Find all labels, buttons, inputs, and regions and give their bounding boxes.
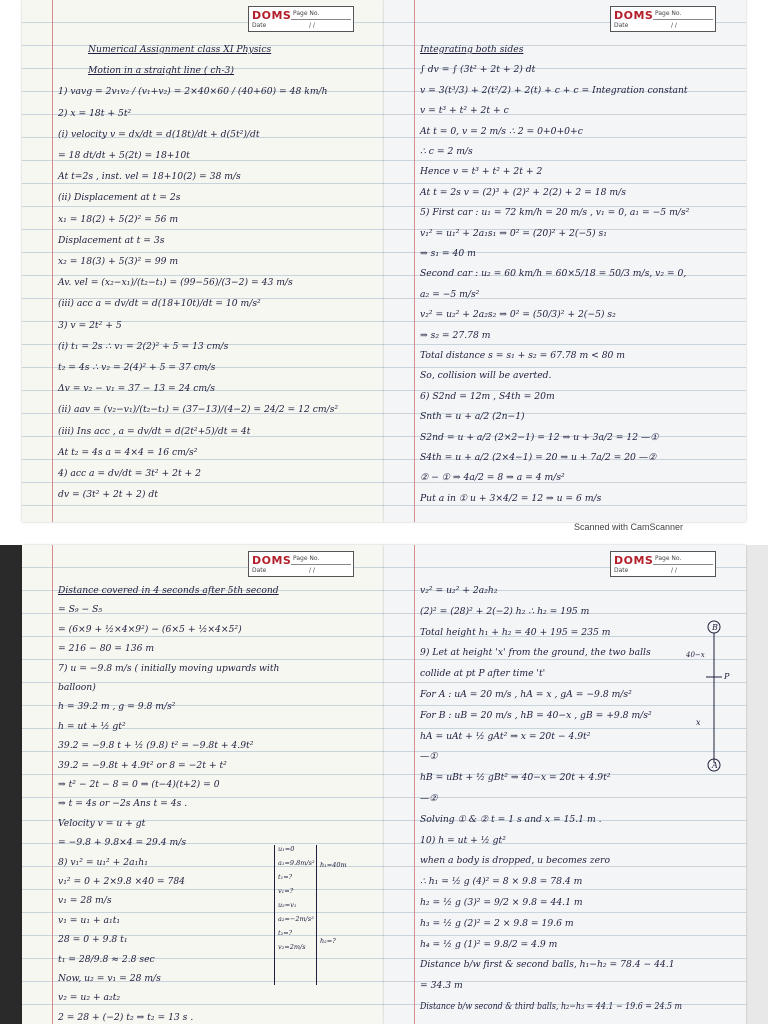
page1-line: (ii) aav = (v₂−v₁)/(t₂−t₁) = (37−13)/(4−2) = 24/2 = 12 cm/s² — [58, 404, 339, 416]
lower-segment-label: x — [696, 718, 701, 727]
page3-line: h = 39.2 m , g = 9.8 m/s² — [58, 701, 176, 713]
page2-line: a₂ = −5 m/s² — [420, 288, 480, 300]
page4-line: 9) Let at height 'x' from the ground, the two balls — [420, 647, 651, 659]
side-table-cell: a₁=9.8m/s² — [278, 859, 315, 867]
scan-edge-right — [746, 545, 768, 1024]
page3-line: 39.2 = −9.8t + 4.9t² or 8 = −2t + t² — [58, 759, 227, 771]
side-table-cell: h₂=? — [320, 937, 336, 945]
side-table-cell: v₁=? — [278, 887, 294, 895]
page2-line: Total distance s = s₁ + s₂ = 67.78 m < 80 m — [420, 350, 626, 361]
doms-logo: DOMS — [614, 554, 654, 567]
page3-line: v₁² = 0 + 2×9.8 ×40 = 784 — [58, 876, 186, 887]
page2-line: v = t³ + t² + 2t + c — [420, 105, 509, 117]
page4-line: h₄ = ½ g (1)² = 9.8/2 = 4.9 m — [420, 938, 558, 950]
page3-line: = S₉ − S₅ — [58, 604, 103, 616]
page2-line: ⇒ s₂ = 27.78 m — [420, 329, 491, 341]
side-table-cell: u₁=0 — [278, 845, 295, 853]
ball-b-label: B — [712, 623, 718, 632]
page4-line: —② — [420, 793, 438, 804]
scan-edge-left — [0, 545, 22, 1024]
side-table-cell: t₂=? — [278, 929, 293, 937]
page4-line: —① — [420, 751, 438, 763]
page1-line: Av. vel = (x₂−x₁)/(t₂−t₁) = (99−56)/(3−2) = 43 m/s — [58, 277, 293, 289]
doms-logo: DOMS — [252, 554, 292, 567]
page2-line: ∴ c = 2 m/s — [420, 146, 473, 157]
page3-line: = 216 − 80 = 136 m — [58, 643, 155, 655]
page1-line: x₂ = 18(3) + 5(3)² = 99 m — [58, 256, 179, 267]
page1-line: (i) velocity v = dx/dt = d(18t)/dt + d(5t²)/dt — [58, 128, 260, 140]
page3-line: v₁ = 28 m/s — [58, 895, 112, 907]
page1-line: Displacement at t = 3s — [58, 234, 165, 246]
side-table-cell: h₁=40m — [320, 861, 347, 869]
page2-line: Integrating both sides — [420, 44, 524, 55]
page-no-label: Page No. — [655, 555, 682, 562]
page1-line: (ii) Displacement at t = 2s — [58, 192, 181, 204]
upper-segment-label: 40−x — [686, 651, 705, 659]
side-table-cell: v₂=2m/s — [278, 943, 306, 951]
page3-line: 7) u = −9.8 m/s ( initially moving upwards with — [58, 662, 280, 674]
page4-line: Distance b/w first & second balls, h₁−h₂ = 78.4 − 44.1 — [420, 959, 675, 971]
page2-line: At t = 2s v = (2)³ + (2)² + 2(2) + 2 = 18 m/s — [420, 186, 626, 198]
page3-line: = (6×9 + ½×4×9²) − (6×5 + ½×4×5²) — [58, 623, 242, 635]
page2-line: S4th = u + a/2 (2×4−1) = 20 ⇒ u + 7a/2 = 20 —② — [420, 452, 657, 463]
page1-line: (iii) acc a = dv/dt = d(18+10t)/dt = 10 m/s² — [58, 298, 261, 310]
page1-line: 4) acc a = dv/dt = 3t² + 2t + 2 — [58, 468, 202, 479]
page1-line: 1) vavg = 2v₁v₂ / (v₁+v₂) = 2×40×60 / (40+60) = 48 km/h — [58, 86, 328, 98]
page2-line: v = 3(t³/3) + 2(t²/2) + 2(t) + c + c = Integration constant — [420, 84, 688, 96]
page3-line: 39.2 = −9.8 t + ½ (9.8) t² = −9.8t + 4.9t² — [58, 740, 254, 752]
page1-line: Motion in a straight line ( ch-3) — [88, 65, 234, 77]
page2-line: Second car : u₂ = 60 km/h = 60×5/18 = 50/3 m/s, v₂ = 0, — [420, 268, 687, 280]
page1-line: 2) x = 18t + 5t² — [58, 107, 132, 119]
collision-diagram — [684, 615, 742, 780]
page2-line: 5) First car : u₁ = 72 km/h = 20 m/s , v₁ = 0, a₁ = −5 m/s² — [420, 207, 690, 219]
date-label: Date — [252, 567, 267, 574]
page3-line: h = ut + ½ gt² — [58, 720, 126, 732]
page2-line: ∫ dv = ∫ (3t² + 2t + 2) dt — [420, 64, 536, 76]
page4-line: v₂² = u₂² + 2a₂h₂ — [420, 585, 498, 596]
page4-line: For B : uB = 20 m/s , hB = 40−x , gB = +9.8 m/s² — [420, 709, 652, 721]
page1-line: (iii) Ins acc , a = dv/dt = d(2t²+5)/dt = 4t — [58, 425, 251, 437]
page4-line: Distance b/w second & third balls, h₂−h₃ = 44.1 − 19.6 = 24.5 m — [420, 1001, 683, 1012]
notebook-page-2 — [384, 0, 746, 522]
date-slashes: / / — [671, 22, 677, 29]
page2-line: Hence v = t³ + t² + 2t + 2 — [420, 166, 543, 178]
page3-line: Distance covered in 4 seconds after 5th second — [58, 585, 279, 596]
notebook-page-4 — [384, 545, 746, 1024]
page2-line: So, collision will be averted. — [420, 370, 552, 382]
page2-line: At t = 0, v = 2 m/s ∴ 2 = 0+0+0+c — [420, 125, 583, 137]
page4-line: collide at pt P after time 't' — [420, 668, 546, 680]
page2-line: S2nd = u + a/2 (2×2−1) = 12 ⇒ u + 3a/2 = 12 —① — [420, 431, 659, 443]
page1-line: At t₂ = 4s a = 4×4 = 16 cm/s² — [58, 446, 198, 458]
page2-line: ② − ① ⇒ 4a/2 = 8 ⇒ a = 4 m/s² — [420, 472, 565, 484]
page-no-label: Page No. — [293, 10, 320, 17]
page4-line: Total height h₁ + h₂ = 40 + 195 = 235 m — [420, 626, 611, 638]
page3-line: v₂ = u₂ + a₂t₂ — [58, 992, 121, 1004]
page3-line: balloon) — [58, 682, 96, 693]
page2-line: v₁² = u₁² + 2a₁s₁ ⇒ 0² = (20)² + 2(−5) s₁ — [420, 227, 607, 239]
date-slashes: / / — [309, 22, 315, 29]
page1-line: t₂ = 4s ∴ v₂ = 2(4)² + 5 = 37 cm/s — [58, 362, 216, 373]
point-p-label: P — [724, 672, 730, 681]
date-label: Date — [614, 567, 629, 574]
page3-line: 28 = 0 + 9.8 t₁ — [58, 934, 128, 946]
page3-line: Velocity v = u + gt — [58, 817, 146, 829]
page4-line: = 34.3 m — [420, 980, 463, 992]
page3-line: 8) v₁² = u₁² + 2a₁h₁ — [58, 856, 148, 868]
page3-line: t₁ = 28/9.8 ≈ 2.8 sec — [58, 953, 155, 965]
page4-line: (2)² = (28)² + 2(−2) h₂ ∴ h₂ = 195 m — [420, 605, 590, 617]
page1-line: Δv = v₂ − v₁ = 37 − 13 = 24 cm/s — [58, 383, 215, 395]
page4-line: hB = uBt + ½ gBt² ⇒ 40−x = 20t + 4.9t² — [420, 772, 611, 784]
page-no-label: Page No. — [655, 10, 682, 17]
page4-line: when a body is dropped, u becomes zero — [420, 855, 610, 867]
page1-line: = 18 dt/dt + 5(2t) = 18+10t — [58, 150, 190, 161]
notebook-page-3 — [22, 545, 384, 1024]
date-label: Date — [614, 22, 629, 29]
page2-line: ⇒ s₁ = 40 m — [420, 248, 476, 259]
date-slashes: / / — [671, 567, 677, 574]
page3-line: ⇒ t = 4s or −2s Ans t = 4s . — [58, 798, 188, 810]
page1-line: Numerical Assignment class XI Physics — [88, 44, 272, 55]
page4-line: Solving ① & ② t = 1 s and x = 15.1 m . — [420, 813, 602, 825]
page4-line: For A : uA = 20 m/s , hA = x , gA = −9.8 m/s² — [420, 689, 632, 700]
doms-logo: DOMS — [252, 9, 292, 22]
page4-line: h₂ = ½ g (3)² = 9/2 × 9.8 = 44.1 m — [420, 897, 583, 908]
page1-line: x₁ = 18(2) + 5(2)² = 56 m — [58, 213, 179, 225]
page2-line: v₂² = u₂² + 2a₂s₂ ⇒ 0² = (50/3)² + 2(−5) s₂ — [420, 309, 616, 321]
ball-a-label: A — [712, 761, 718, 770]
page4-line: hA = uAt + ½ gAt² ⇒ x = 20t − 4.9t² — [420, 730, 591, 742]
page1-line: At t=2s , inst. vel = 18+10(2) = 38 m/s — [58, 171, 241, 183]
page3-line: 2 = 28 + (−2) t₂ ⇒ t₂ = 13 s . — [58, 1011, 194, 1023]
page1-line: dv = (3t² + 2t + 2) dt — [58, 489, 158, 501]
doms-logo: DOMS — [614, 9, 654, 22]
date-slashes: / / — [309, 567, 315, 574]
page3-line: = −9.8 + 9.8×4 = 29.4 m/s — [58, 837, 187, 849]
side-table-cell: t₁=? — [278, 873, 293, 881]
page3-line: ⇒ t² − 2t − 8 = 0 ⇒ (t−4)(t+2) = 0 — [58, 779, 220, 790]
scanner-watermark: Scanned with CamScanner — [574, 522, 684, 532]
page3-line: Now, u₂ = v₁ = 28 m/s — [58, 973, 161, 984]
page1-line: (i) t₁ = 2s ∴ v₁ = 2(2)² + 5 = 13 cm/s — [58, 340, 229, 352]
page1-line: 3) v = 2t² + 5 — [58, 319, 122, 331]
page4-line: h₃ = ½ g (2)² = 2 × 9.8 = 19.6 m — [420, 917, 574, 929]
page2-line: Put a in ① u + 3×4/2 = 12 ⇒ u = 6 m/s — [420, 492, 602, 504]
side-table-cell: u₂=v₁ — [278, 901, 297, 909]
page2-line: 6) S2nd = 12m , S4th = 20m — [420, 390, 555, 402]
page3-line: v₁ = u₁ + a₁t₁ — [58, 914, 121, 926]
date-label: Date — [252, 22, 267, 29]
page2-line: Snth = u + a/2 (2n−1) — [420, 411, 525, 423]
page-no-label: Page No. — [293, 555, 320, 562]
side-table-cell: a₂=−2m/s² — [278, 915, 314, 923]
page4-line: ∴ h₁ = ½ g (4)² = 8 × 9.8 = 78.4 m — [420, 876, 583, 888]
notebook-page-1 — [22, 0, 384, 522]
page4-line: 10) h = ut + ½ gt² — [420, 834, 506, 846]
